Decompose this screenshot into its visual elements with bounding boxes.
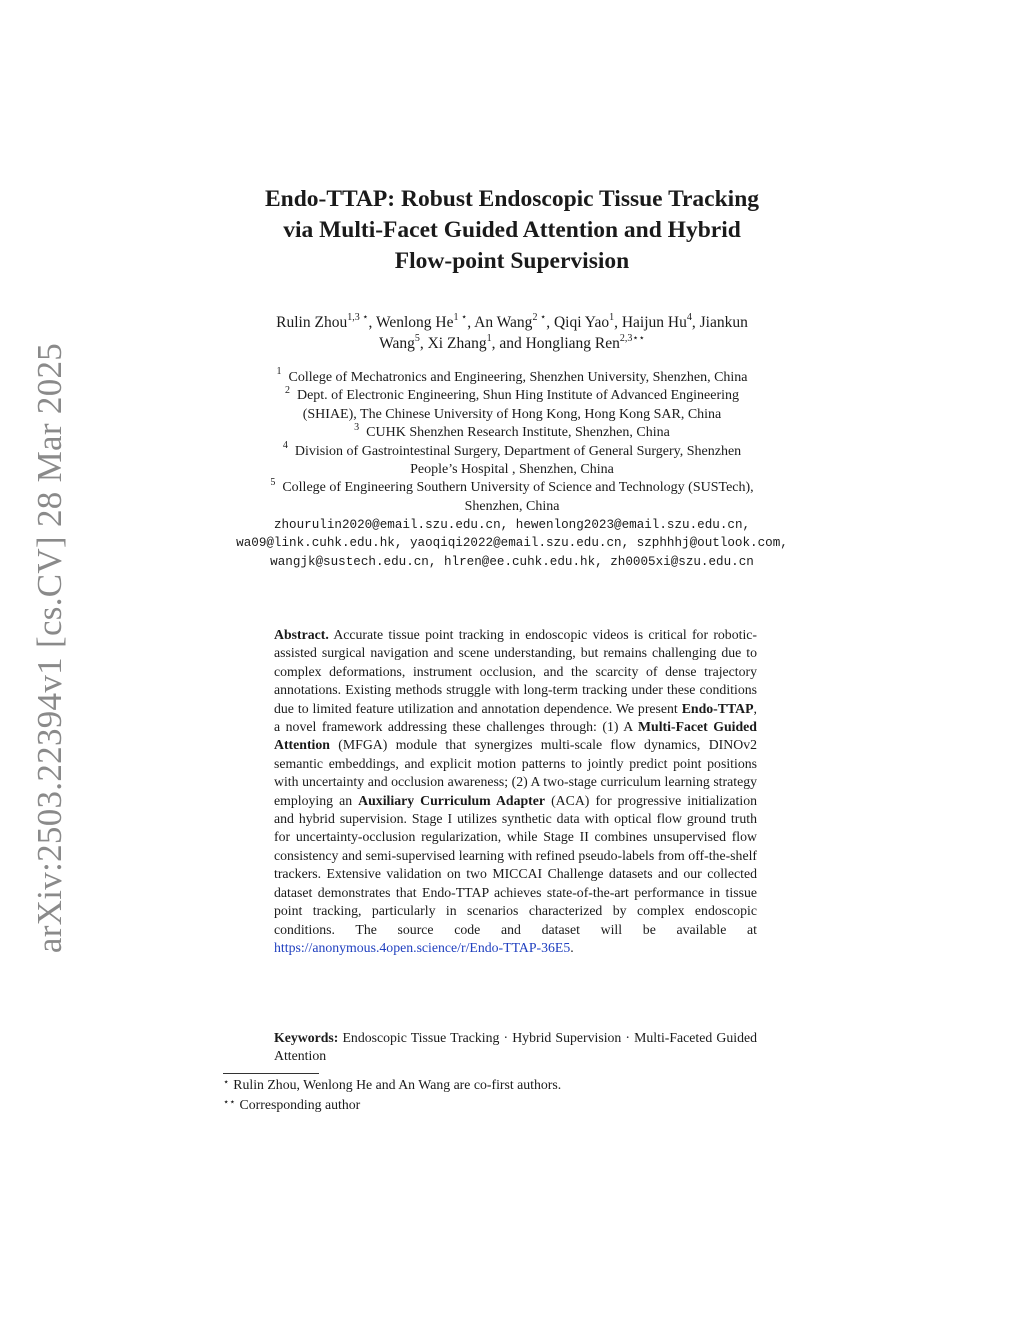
author: , Xi Zhang [419, 335, 487, 352]
author: Rulin Zhou [276, 314, 348, 331]
footnote-text: Rulin Zhou, Wenlong He and An Wang are co-first authors. [233, 1077, 562, 1092]
affil-number: 1 [276, 366, 282, 378]
affil-text: College of Engineering Southern University of Science and Technology (SUSTech), [282, 480, 754, 496]
footnote-mark: ⋆ [223, 1077, 230, 1088]
email-list [0, 516, 1024, 571]
affiliation [0, 384, 1024, 405]
abstract-text: . [570, 939, 574, 955]
keywords-label: Keywords: [274, 1030, 339, 1045]
affil-text: College of Mechatronics and Engineering, Shenzhen University, Shenzhen, China [288, 370, 748, 385]
author-affil-mark: 4 [686, 311, 692, 323]
footnote-mark: ⋆⋆ [223, 1097, 236, 1109]
email-line: zhourulin2020@email.szu.edu.cn, hewenlong2023@email.szu.edu.cn, [273, 518, 751, 532]
abstract-text: (MFGA) module that synergizes multi-scale flow dynamics, DINOv2 semantic embeddings, and explicit motion patterns to jointly predict point positions with uncertainty and occlusion awareness; (2) A two-stage curriculum learning strategy employing an [274, 737, 757, 808]
author-affil-mark: 2,3⋆⋆ [619, 332, 645, 344]
abstract-text: Accurate tissue point tracking in endoscopic videos is critical for robotic-assisted surgical navigation and scene understanding, but remains challenging due to complex deformations, instrument occlusion, and the scarcity of dense trajectory annotations. Existing methods struggle with long-term tracking under these conditions due to limited feature utilization and annotation dependence. We present [274, 627, 757, 716]
abstract [274, 626, 757, 957]
affil-number: 5 [270, 476, 276, 488]
keywords-text: Endoscopic Tissue Tracking · Hybrid Supervision · Multi-Faceted Guided Attention [274, 1030, 757, 1064]
author: , An Wang [467, 314, 533, 331]
affil-text: CUHK Shenzhen Research Institute, Shenzhen, China [366, 425, 670, 441]
affiliation: Shenzhen, China [464, 498, 560, 514]
affil-text: Division of Gastrointestinal Surgery, Department of General Surgery, Shenzhen [294, 443, 742, 459]
affil-number: 2 [284, 384, 290, 396]
keywords [274, 1029, 757, 1066]
author-line [0, 312, 1024, 333]
affil-number: 3 [354, 421, 360, 433]
code-link[interactable]: https://anonymous.4open.science/r/Endo-TTAP-36E5 [274, 939, 571, 955]
module-name: Multi-Facet Guided Attention [274, 719, 757, 753]
footnotes [223, 1076, 783, 1117]
arxiv-identifier: arXiv:2503.22394v1 [cs.CV] 28 Mar 2025 [30, 342, 69, 954]
author: , Qiqi Yao [546, 314, 610, 331]
author: , and Hongliang Ren [491, 335, 620, 352]
affil-number: 4 [282, 439, 288, 451]
author: , Wenlong He [368, 314, 454, 331]
affiliation-list [0, 366, 1024, 516]
affil-text: Dept. of Electronic Engineering, Shun Hing Institute of Advanced Engineering [296, 388, 740, 404]
author: Wang [379, 335, 415, 352]
footnote [223, 1096, 783, 1116]
author-affil-mark: 1 ⋆ [453, 311, 468, 323]
affiliation [0, 476, 1024, 497]
author-affil-mark: 2 ⋆ [532, 311, 547, 323]
method-name: Endo-TTAP [681, 700, 754, 716]
author: , Haijun Hu [614, 314, 687, 331]
abstract-text: (ACA) for progressive initialization and hybrid supervision. Stage I utilizes synthetic data with optical flow ground truth for uncertainty-occlusion regularization, while Stage II combines unsupervised flow consistency and semi-supervised learning with refined pseudo-labels from off-the-shelf trackers. Extensive validation on two MICCAI Challenge datasets and our collected dataset demonstrates that Endo-TTAP achieves state-of-the-art performance in tissue point tracking, particularly in scenarios characterized by complex endoscopic conditions. The source code and dataset will be available at [274, 792, 757, 937]
author-affil-mark: 5 [414, 332, 420, 344]
author: , Jiankun [691, 314, 748, 331]
affiliation [0, 366, 1024, 387]
title-line: via Multi-Facet Guided Attention and Hybrid [283, 217, 741, 243]
affiliation: People’s Hospital , Shenzhen, China [410, 462, 614, 478]
paper-title [0, 184, 1024, 277]
footnote-divider [223, 1073, 319, 1074]
affiliation [0, 421, 1024, 442]
title-line: Flow-point Supervision [394, 248, 630, 274]
author-list [0, 312, 1024, 354]
affiliation [0, 439, 1024, 461]
email-line: wa09@link.cuhk.edu.hk, yaoqiqi2022@email.szu.edu.cn, szphhhj@outlook.com, [236, 536, 788, 551]
author-line [0, 333, 1024, 354]
abstract-label: Abstract. [274, 627, 329, 642]
abstract-text: , a novel framework addressing these challenges through: (1) A [274, 700, 757, 735]
author-affil-mark: 1 [486, 332, 492, 344]
author-affil-mark: 1 [609, 311, 615, 323]
affiliation: (SHIAE), The Chinese University of Hong Kong, Hong Kong SAR, China [302, 406, 722, 422]
email-line: wangjk@sustech.edu.cn, hlren@ee.cuhk.edu.hk, zh0005xi@szu.edu.cn [270, 554, 754, 569]
footnote-text: Corresponding author [239, 1097, 361, 1113]
adapter-name: Auxiliary Curriculum Adapter [358, 792, 546, 808]
author-affil-mark: 1,3 ⋆ [347, 311, 369, 323]
title-line: Endo-TTAP: Robust Endoscopic Tissue Tracking [264, 186, 760, 212]
footnote [223, 1076, 783, 1096]
